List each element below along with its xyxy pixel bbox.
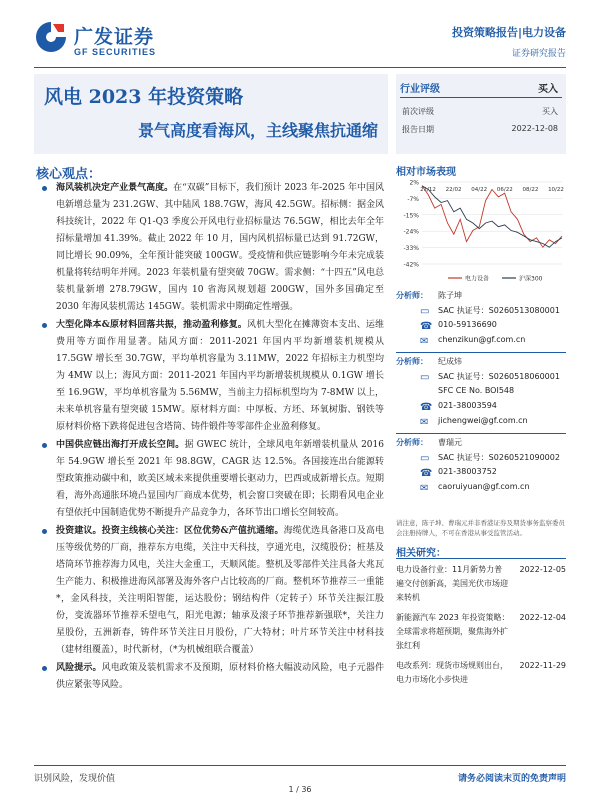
phone-icon: ☎: [420, 468, 433, 479]
prev-rating-row: [402, 106, 558, 117]
x-tick-label: 21/12: [420, 187, 436, 193]
related-research-title: 相关研究：: [396, 544, 566, 559]
related-item-3[interactable]: [396, 659, 566, 687]
analyst-role: 分析师：: [396, 438, 428, 447]
phone-icon: ☎: [420, 321, 433, 332]
analyst-sac: SAC 执证号：S0260513080001: [438, 306, 560, 315]
analyst-2-sfc-row: [396, 386, 566, 401]
analyst-name: 纪成炜: [438, 357, 462, 366]
related-item-1[interactable]: [396, 563, 566, 605]
report-subtype: 证券研究报告: [511, 49, 566, 59]
bullet-text: 在“双碳”目标下，我们预计 2023 年-2025 年中国风电新增总量为 231.2GW、其中陆风 188.7GW，海风 42.5GW。招标侧：据金风科技统计，2022 年 Q1-Q3 季度公开风电行业招标量达 76.5GW，相比去年全年招标量增加 41.39%。截止 2022 年 10 月，国内风机招标量已达到 91.72GW，同比增长 90.09%，全年预计能突破 100GW。受疫情和供应链影响今年未完成装机量将转结明年并网。2023 年装机量有望突破 70GW。需求侧：“十四五”风电总装机量新增 278.79GW，国内 10 省海风规划超 200GW，国外多国确定至 2030 年海风装机需达 145GW。装机需求中期确定性增强。: [56, 183, 384, 312]
analyst-1-name-row: [396, 290, 566, 305]
analyst-3-phone-row: [396, 467, 566, 482]
y-tick-label: -33%: [403, 245, 419, 253]
report-header-meta: [452, 24, 566, 59]
rating-box: [396, 74, 566, 154]
logo-text-cn: 广发证券: [74, 26, 155, 48]
report-type: 投资策略报告|电力设备: [451, 26, 566, 39]
page-subtitle: 景气高度看海风，主线聚焦抗通缩: [137, 121, 378, 140]
y-tick-label: 2%: [409, 179, 419, 187]
analyst-role: 分析师：: [396, 291, 428, 300]
x-tick-label: 06/22: [496, 187, 513, 193]
y-tick-label: -42%: [403, 261, 419, 269]
analyst-email[interactable]: jichengwei@gf.com.cn: [438, 416, 528, 425]
report-date-value: 2022-12-08: [511, 124, 558, 133]
bullet-text: 风机大型化在摊薄资本支出、运维费用等方面作用显著。陆风方面：2011-2021 年国内平均新增装机规模从 17.5GW 增长至 30.7GW，平均单机容量为 3.11MW，2022 年招标主力机型均为 4MW 以上；海风方面：2011-2021 年国内平均新增装机规模从 0.1GW 增长至 16.9GW，平均单机容量为 5.56MW，当前主力招标机型均为 7-8MW 以上，未来单机容量有望突破 15MW。原材料方面：中厚板、方坯、环氧树脂、钢铁等原材料价格下跌将促进包含塔筒、铸件锻件等零部件企业盈利修复。: [56, 320, 384, 432]
related-item-2[interactable]: [396, 611, 566, 653]
analyst-email[interactable]: chenzikun@gf.com.cn: [438, 335, 526, 344]
footer-disclaimer[interactable]: 请务必阅读末页的免责声明: [457, 774, 566, 784]
series-line-电力设备: [422, 186, 562, 248]
related-item-text[interactable]: 电改系列：现货市场规则出台，电力市场化小步快进: [396, 661, 508, 684]
legend-label: 电力设备: [465, 275, 490, 283]
prev-rating-label: 前次评级: [402, 107, 434, 116]
core-bullet-2: [40, 317, 384, 436]
core-views-title: 核心观点：: [36, 167, 102, 182]
analyst-sac: SAC 执证号：S0260521090002: [438, 453, 560, 462]
analyst-note: 请注意，陈子坤、曹瑞元并非香港证券及期货事务监察委员会注册持牌人，不可在香港从事受监管活动。: [396, 519, 565, 537]
core-bullet-3: [40, 437, 384, 522]
logo-text-en: GF SECURITIES: [74, 47, 157, 57]
gf-logo-icon: [34, 20, 68, 54]
rating-header: [400, 80, 562, 98]
bullet-lead: 投资建议。投资主线核心关注：区位优势&产值抗通缩。: [56, 526, 284, 536]
analyst-role: 分析师：: [396, 357, 428, 366]
analyst-1-email-row[interactable]: [396, 335, 566, 350]
series-line-沪深300: [422, 186, 562, 248]
x-tick-label: 04/22: [471, 187, 488, 193]
analyst-sac: SAC 执证号：S0260518060001: [438, 372, 560, 381]
analyst-2-sac-row: [396, 371, 566, 386]
id-card-icon: ▭: [420, 372, 430, 383]
core-bullet-5: [40, 660, 384, 694]
core-bullet-4: [40, 523, 384, 659]
analyst-2-name-row: [396, 356, 566, 371]
email-icon: ✉: [420, 483, 429, 494]
page-number: 1 / 36: [288, 785, 312, 794]
analyst-divider: [396, 352, 566, 353]
bullet-lead: 风险提示。: [56, 663, 102, 673]
email-icon: ✉: [420, 336, 429, 347]
analyst-name: 曹瑞元: [438, 438, 462, 447]
bullet-text: 据 GWEC 统计，全球风电年新增装机量从 2016 年 54.9GW 增长至 2021 年 98.8GW，CAGR 达 12.5%。各国接连出台能源转型政策推动碳中和，欧美区域未来提供重要增长驱动力，巴西或成新增长点。短期看，海外高通胀环境凸显国内厂商成本优势，机会窗口突破在即；长期看风电企业有望依托中国制造优势不断提升产品竞争力，各环节出口增长空间较高。: [56, 440, 384, 518]
related-item-date: 2022-11-29: [519, 661, 566, 670]
analyst-1-sac-row: [396, 305, 566, 320]
bullet-lead: 大型化降本&原材料回落共振，推动盈利修复。: [56, 320, 248, 330]
analyst-phone: 021-38003752: [438, 467, 497, 476]
bullet-lead: 中国供应链出海打开成长空间。: [56, 440, 185, 450]
analyst-2-email-row[interactable]: [396, 416, 566, 431]
y-tick-label: -24%: [403, 228, 419, 236]
x-tick-label: 08/22: [522, 187, 539, 193]
page-title: 风电 2023 年投资策略: [44, 86, 244, 108]
id-card-icon: ▭: [420, 306, 430, 317]
x-tick-label: 10/22: [548, 187, 564, 193]
header-divider: [34, 67, 566, 68]
bullet-text: 风电政策及装机需求不及预期，原材料价格大幅波动风险，电子元器件供应紧张等风险。: [56, 663, 384, 690]
analyst-2-phone-row: [396, 401, 566, 416]
report-date-row: [402, 124, 558, 135]
core-views-list: [40, 180, 384, 695]
analyst-3-email-row[interactable]: [396, 482, 566, 497]
footer-slogan: 识别风险，发现价值: [34, 774, 116, 784]
rating-label: 行业评级: [400, 84, 440, 95]
rating-value: 买入: [538, 84, 558, 95]
bullet-text: 海缆优选具备港口及高电压等级优势的厂商，推荐东方电缆，关注中天科技，亨通光电，汉缆股份；桩基及塔筒环节推荐海力风电，关注大金重工，天顺风能。整机及零部件关注具备大兆瓦生产能力、积极推进海风部署及海外客户占比较高的厂商。整机环节推荐三一重能*，金风科技，关注明阳智能，运达股份；钢结构件（定转子）环节关注振江股份，变流器环节推荐禾望电气，阳光电源；轴承及滚子环节推荐新强联*，关注力星股份，五洲新春，铸件环节关注日月股份，广大特材；叶片环节关注中材科技（建材组覆盖），时代新材，（*为机械组联合覆盖）: [56, 526, 384, 655]
company-logo: [34, 20, 224, 64]
core-bullet-1: [40, 180, 384, 316]
analyst-3-name-row: [396, 437, 566, 452]
related-item-date: 2022-12-05: [519, 565, 566, 574]
report-date-label: 报告日期: [402, 125, 434, 134]
id-card-icon: ▭: [420, 453, 430, 464]
analyst-panel: [396, 290, 566, 497]
analyst-name: 陈子坤: [438, 291, 462, 300]
prev-rating-value: 买入: [542, 107, 558, 116]
email-icon: ✉: [420, 417, 429, 428]
title-banner: [34, 74, 388, 154]
analyst-3-sac-row: [396, 452, 566, 467]
analyst-1-phone-row: [396, 320, 566, 335]
related-item-text[interactable]: 电力设备行业：11月新势力普遍交付创新高，美国光伏市场迎来转机: [396, 565, 508, 602]
y-tick-label: -7%: [407, 195, 419, 203]
chart-title: 相对市场表现: [396, 167, 456, 178]
footer-divider: [34, 765, 566, 766]
bullet-lead: 海风装机决定产业景气高度。: [56, 183, 174, 193]
analyst-phone: 021-38003594: [438, 401, 497, 410]
y-tick-label: -15%: [403, 212, 419, 220]
related-item-date: 2022-12-04: [519, 613, 566, 622]
analyst-divider: [396, 433, 566, 434]
relative-performance-chart: [396, 176, 566, 284]
related-item-text[interactable]: 新能源汽车 2023 年投资策略：全球需求将超预期，聚焦海外扩张红利: [396, 613, 510, 650]
analyst-phone: 010-59136690: [438, 320, 497, 329]
analyst-sfc: SFC CE No. BOI548: [438, 386, 515, 395]
analyst-email[interactable]: caoruiyuan@gf.com.cn: [438, 482, 530, 491]
legend-label: 沪深300: [519, 275, 543, 283]
x-tick-label: 22/02: [445, 187, 462, 193]
phone-icon: ☎: [420, 402, 433, 413]
